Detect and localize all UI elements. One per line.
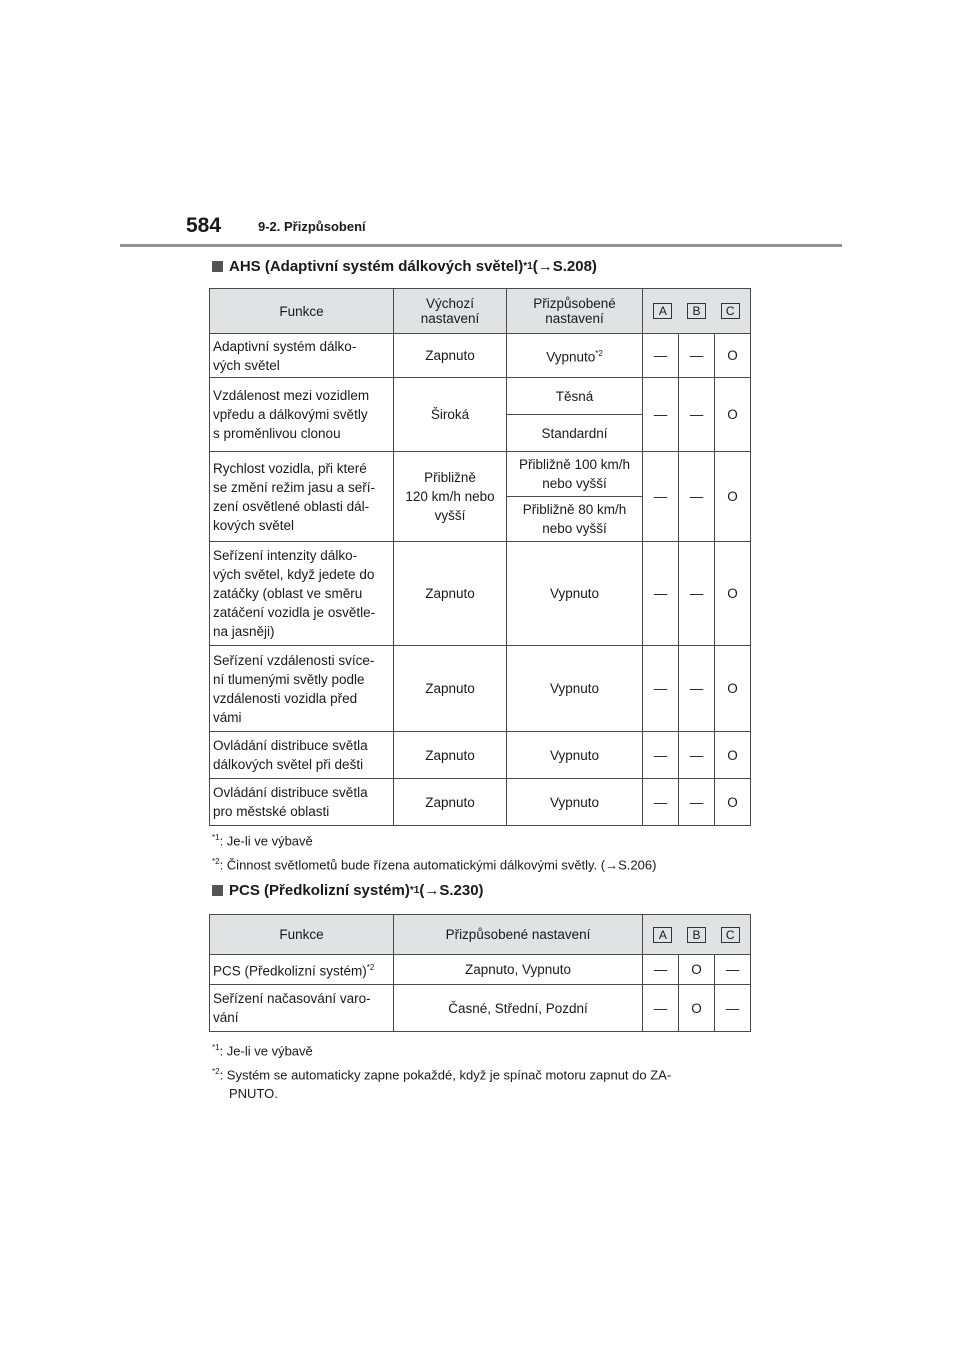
c-cell: O: [715, 646, 751, 732]
c-cell: —: [715, 955, 751, 985]
default-cell: Přibližně 120 km/h nebo vyšší: [394, 452, 507, 542]
custom-cell: Vypnuto: [507, 542, 643, 646]
custom-cell: Standardní: [507, 415, 643, 452]
c-cell: O: [715, 779, 751, 826]
function-cell: Seřízení intenzity dálko- vých světel, když jedete do zatáčky (oblast ve směru zatáčení vozidla je osvětle- na jasněji): [210, 542, 394, 646]
pcs-heading-reference: (→S.230): [419, 882, 484, 899]
custom-cell: Těsná: [507, 378, 643, 415]
table-row: [210, 955, 751, 985]
custom-cell: Zapnuto, Vypnuto: [394, 955, 643, 985]
page-number: 584: [186, 214, 222, 237]
default-cell: Zapnuto: [394, 646, 507, 732]
function-cell: Seřízení načasování varo- vání: [210, 985, 394, 1032]
table-row: [210, 378, 751, 415]
table-header-row: [210, 915, 751, 955]
column-header-b: B: [687, 303, 706, 319]
function-cell: Ovládání distribuce světla dálkových světel při dešti: [210, 732, 394, 779]
c-cell: O: [715, 334, 751, 378]
ahs-heading: [212, 258, 597, 275]
b-cell: O: [679, 955, 715, 985]
header-divider: [120, 244, 842, 247]
table-row: [210, 779, 751, 826]
ahs-footnote-2: $^{*2}$: Činnost světlometů bude řízena automatickými dálkovými světly. (→S.206): [212, 857, 657, 873]
default-cell: Zapnuto: [394, 334, 507, 378]
function-cell: Adaptivní systém dálko- vých světel: [210, 334, 394, 378]
b-cell: O: [679, 985, 715, 1032]
column-header-b: B: [687, 927, 706, 943]
a-cell: —: [643, 955, 679, 985]
b-cell: —: [679, 378, 715, 452]
pcs-table: [209, 914, 751, 1032]
square-bullet-icon: [212, 261, 223, 272]
default-cell: Zapnuto: [394, 542, 507, 646]
c-cell: —: [715, 985, 751, 1032]
a-cell: —: [643, 334, 679, 378]
a-cell: —: [643, 985, 679, 1032]
pcs-heading-text: PCS (Předkolizní systém): [229, 882, 410, 899]
custom-cell: Přibližně 100 km/h nebo vyšší: [507, 452, 643, 497]
a-cell: —: [643, 452, 679, 542]
table-header-row: [210, 289, 751, 334]
custom-cell: Časné, Střední, Pozdní: [394, 985, 643, 1032]
c-cell: O: [715, 732, 751, 779]
c-cell: O: [715, 452, 751, 542]
a-cell: —: [643, 732, 679, 779]
square-bullet-icon: [212, 885, 223, 896]
pcs-heading-footnote-mark: *1: [409, 885, 420, 896]
table-row: [210, 985, 751, 1032]
custom-cell: Vypnuto: [507, 732, 643, 779]
table-row: [210, 452, 751, 497]
function-cell: Vzdálenost mezi vozidlem vpředu a dálkovými světly s proměnlivou clonou: [210, 378, 394, 452]
a-cell: —: [643, 378, 679, 452]
ahs-heading-reference: (→S.208): [532, 258, 597, 275]
pcs-footnote-1: $^{*1}$: Je-li ve výbavě: [212, 1043, 313, 1059]
column-header-custom: Přizpůsobené nastavení: [507, 289, 643, 334]
default-cell: Zapnuto: [394, 779, 507, 826]
column-header-a: A: [653, 927, 672, 943]
table-row: [210, 646, 751, 732]
c-cell: O: [715, 542, 751, 646]
ahs-heading-footnote-mark: *1: [523, 261, 533, 272]
column-header-default: Výchozí nastavení: [394, 289, 507, 334]
a-cell: —: [643, 646, 679, 732]
table-row: [210, 732, 751, 779]
section-title: 9-2. Přizpůsobení: [258, 219, 366, 234]
a-cell: —: [643, 542, 679, 646]
custom-cell: Vypnuto$^{*2}$: [507, 334, 643, 378]
pcs-footnote-2: $^{*2}$: Systém se automaticky zapne pokaždé, když je spínač motoru zapnut do ZA- PNUTO.: [212, 1067, 672, 1102]
b-cell: —: [679, 646, 715, 732]
b-cell: —: [679, 452, 715, 542]
function-cell: Seřízení vzdálenosti svíce- ní tlumenými světly podle vzdálenosti vozidla před vámi: [210, 646, 394, 732]
b-cell: —: [679, 334, 715, 378]
custom-cell: Vypnuto: [507, 646, 643, 732]
table-row: [210, 542, 751, 646]
column-header-a: A: [653, 303, 672, 319]
c-cell: O: [715, 378, 751, 452]
pcs-heading: [212, 882, 484, 899]
b-cell: —: [679, 542, 715, 646]
b-cell: —: [679, 732, 715, 779]
custom-cell: Přibližně 80 km/h nebo vyšší: [507, 497, 643, 542]
custom-cell: Vypnuto: [507, 779, 643, 826]
function-cell: Rychlost vozidla, při které se změní režim jasu a seří- zení osvětlené oblasti dál- kových světel: [210, 452, 394, 542]
function-cell: Ovládání distribuce světla pro městské oblasti: [210, 779, 394, 826]
function-cell: PCS (Předkolizní systém)$^{*2}$: [210, 955, 394, 985]
column-header-custom: Přizpůsobené nastavení: [394, 915, 643, 955]
default-cell: Široká: [394, 378, 507, 452]
column-header-c: C: [721, 303, 740, 319]
ahs-table: [209, 288, 751, 826]
column-header-function: Funkce: [210, 915, 394, 955]
ahs-heading-text: AHS (Adaptivní systém dálkových světel): [229, 258, 524, 275]
column-header-abc: [643, 915, 751, 955]
table-row: [210, 334, 751, 378]
column-header-function: Funkce: [210, 289, 394, 334]
ahs-footnote-1: $^{*1}$: Je-li ve výbavě: [212, 833, 313, 849]
b-cell: —: [679, 779, 715, 826]
a-cell: —: [643, 779, 679, 826]
default-cell: Zapnuto: [394, 732, 507, 779]
column-header-c: C: [721, 927, 740, 943]
column-header-abc: [643, 289, 751, 334]
